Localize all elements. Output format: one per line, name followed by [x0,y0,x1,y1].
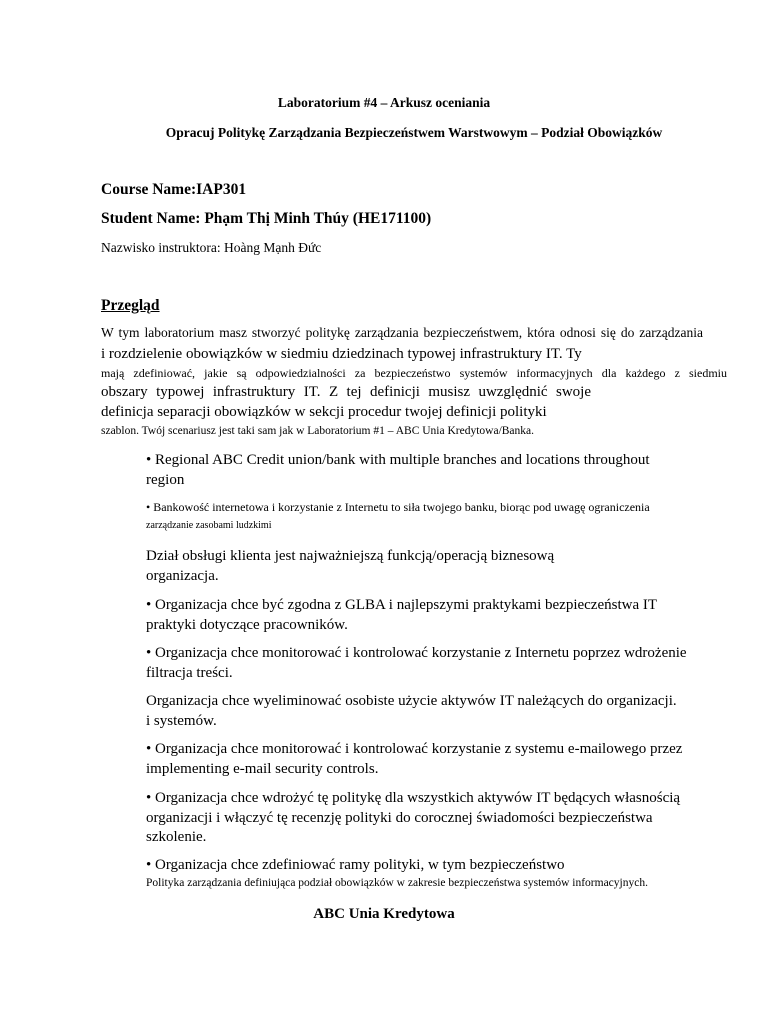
list-item: region [146,472,185,488]
instructor-name: Nazwisko instruktora: Hoàng Mạnh Đức [101,240,322,255]
list-item: Organizacja chce wyeliminować osobiste użycie aktywów IT należących do organizacji. [146,693,677,709]
document-subtitle: Opracuj Politykę Zarządzania Bezpieczeństwem Warstwowym – Podział Obowiązków [165,125,663,140]
list-item: i systemów. [146,713,217,729]
list-item: Dział obsługi klienta jest najważniejszą funkcją/operacją biznesową [146,548,555,564]
student-name: Student Name: Phạm Thị Minh Thúy (HE171100) [101,210,432,227]
overview-line: mają zdefiniować, jakie są odpowiedzialności za bezpieczeństwo systemów informacyjnych dla każdego z siedmiu [101,366,727,380]
list-item: • Organizacja chce monitorować i kontrolować korzystanie z Internetu poprzez wdrożenie [146,645,687,661]
list-item: szkolenie. [146,829,207,845]
list-item: • Organizacja chce wdrożyć tę politykę dla wszystkich aktywów IT będących własnością [146,790,681,806]
course-name: Course Name:IAP301 [101,181,247,198]
list-item: organizacja. [146,568,219,584]
list-item: • Organizacja chce być zgodna z GLBA i najlepszymi praktykami bezpieczeństwa IT [146,597,658,613]
list-item: Polityka zarządzania definiująca podział obowiązków w zakresie bezpieczeństwa systemów informacyjnych. [146,877,648,889]
overview-line: i rozdzielenie obowiązków w siedmiu dziedzinach typowej infrastruktury IT. Ty [101,346,582,362]
overview-line: W tym laboratorium masz stworzyć politykę zarządzania bezpieczeństwem, która odnosi się do zarządzania [101,325,703,340]
list-item: praktyki dotyczące pracowników. [146,617,348,633]
list-item: organizacji i włączyć tę recenzję polityki do corocznej świadomości bezpieczeństwa [146,810,653,826]
list-item: filtracja treści. [146,665,233,681]
section-heading: ABC Unia Kredytowa [313,906,455,922]
overview-heading: Przegląd [101,297,160,314]
list-item: zarządzanie zasobami ludzkimi [146,520,272,531]
document-title: Laboratorium #4 – Arkusz oceniania [277,95,491,110]
list-item: • Bankowość internetowa i korzystanie z Internetu to siła twojego banku, biorąc pod uwagę ograniczenia [146,500,650,514]
list-item: • Regional ABC Credit union/bank with multiple branches and locations throughout [146,452,650,468]
list-item: implementing e-mail security controls. [146,761,379,777]
overview-line: definicja separacji obowiązków w sekcji procedur twojej definicji polityki [101,404,547,420]
overview-line: szablon. Twój scenariusz jest taki sam jak w Laboratorium #1 – ABC Unia Kredytowa/Banka. [101,425,535,437]
list-item: • Organizacja chce zdefiniować ramy polityki, w tym bezpieczeństwo [146,857,565,873]
list-item: • Organizacja chce monitorować i kontrolować korzystanie z systemu e-mailowego przez [146,741,683,757]
overview-line: obszary typowej infrastruktury IT. Z tej definicji musisz uwzględnić swoje [101,384,591,400]
